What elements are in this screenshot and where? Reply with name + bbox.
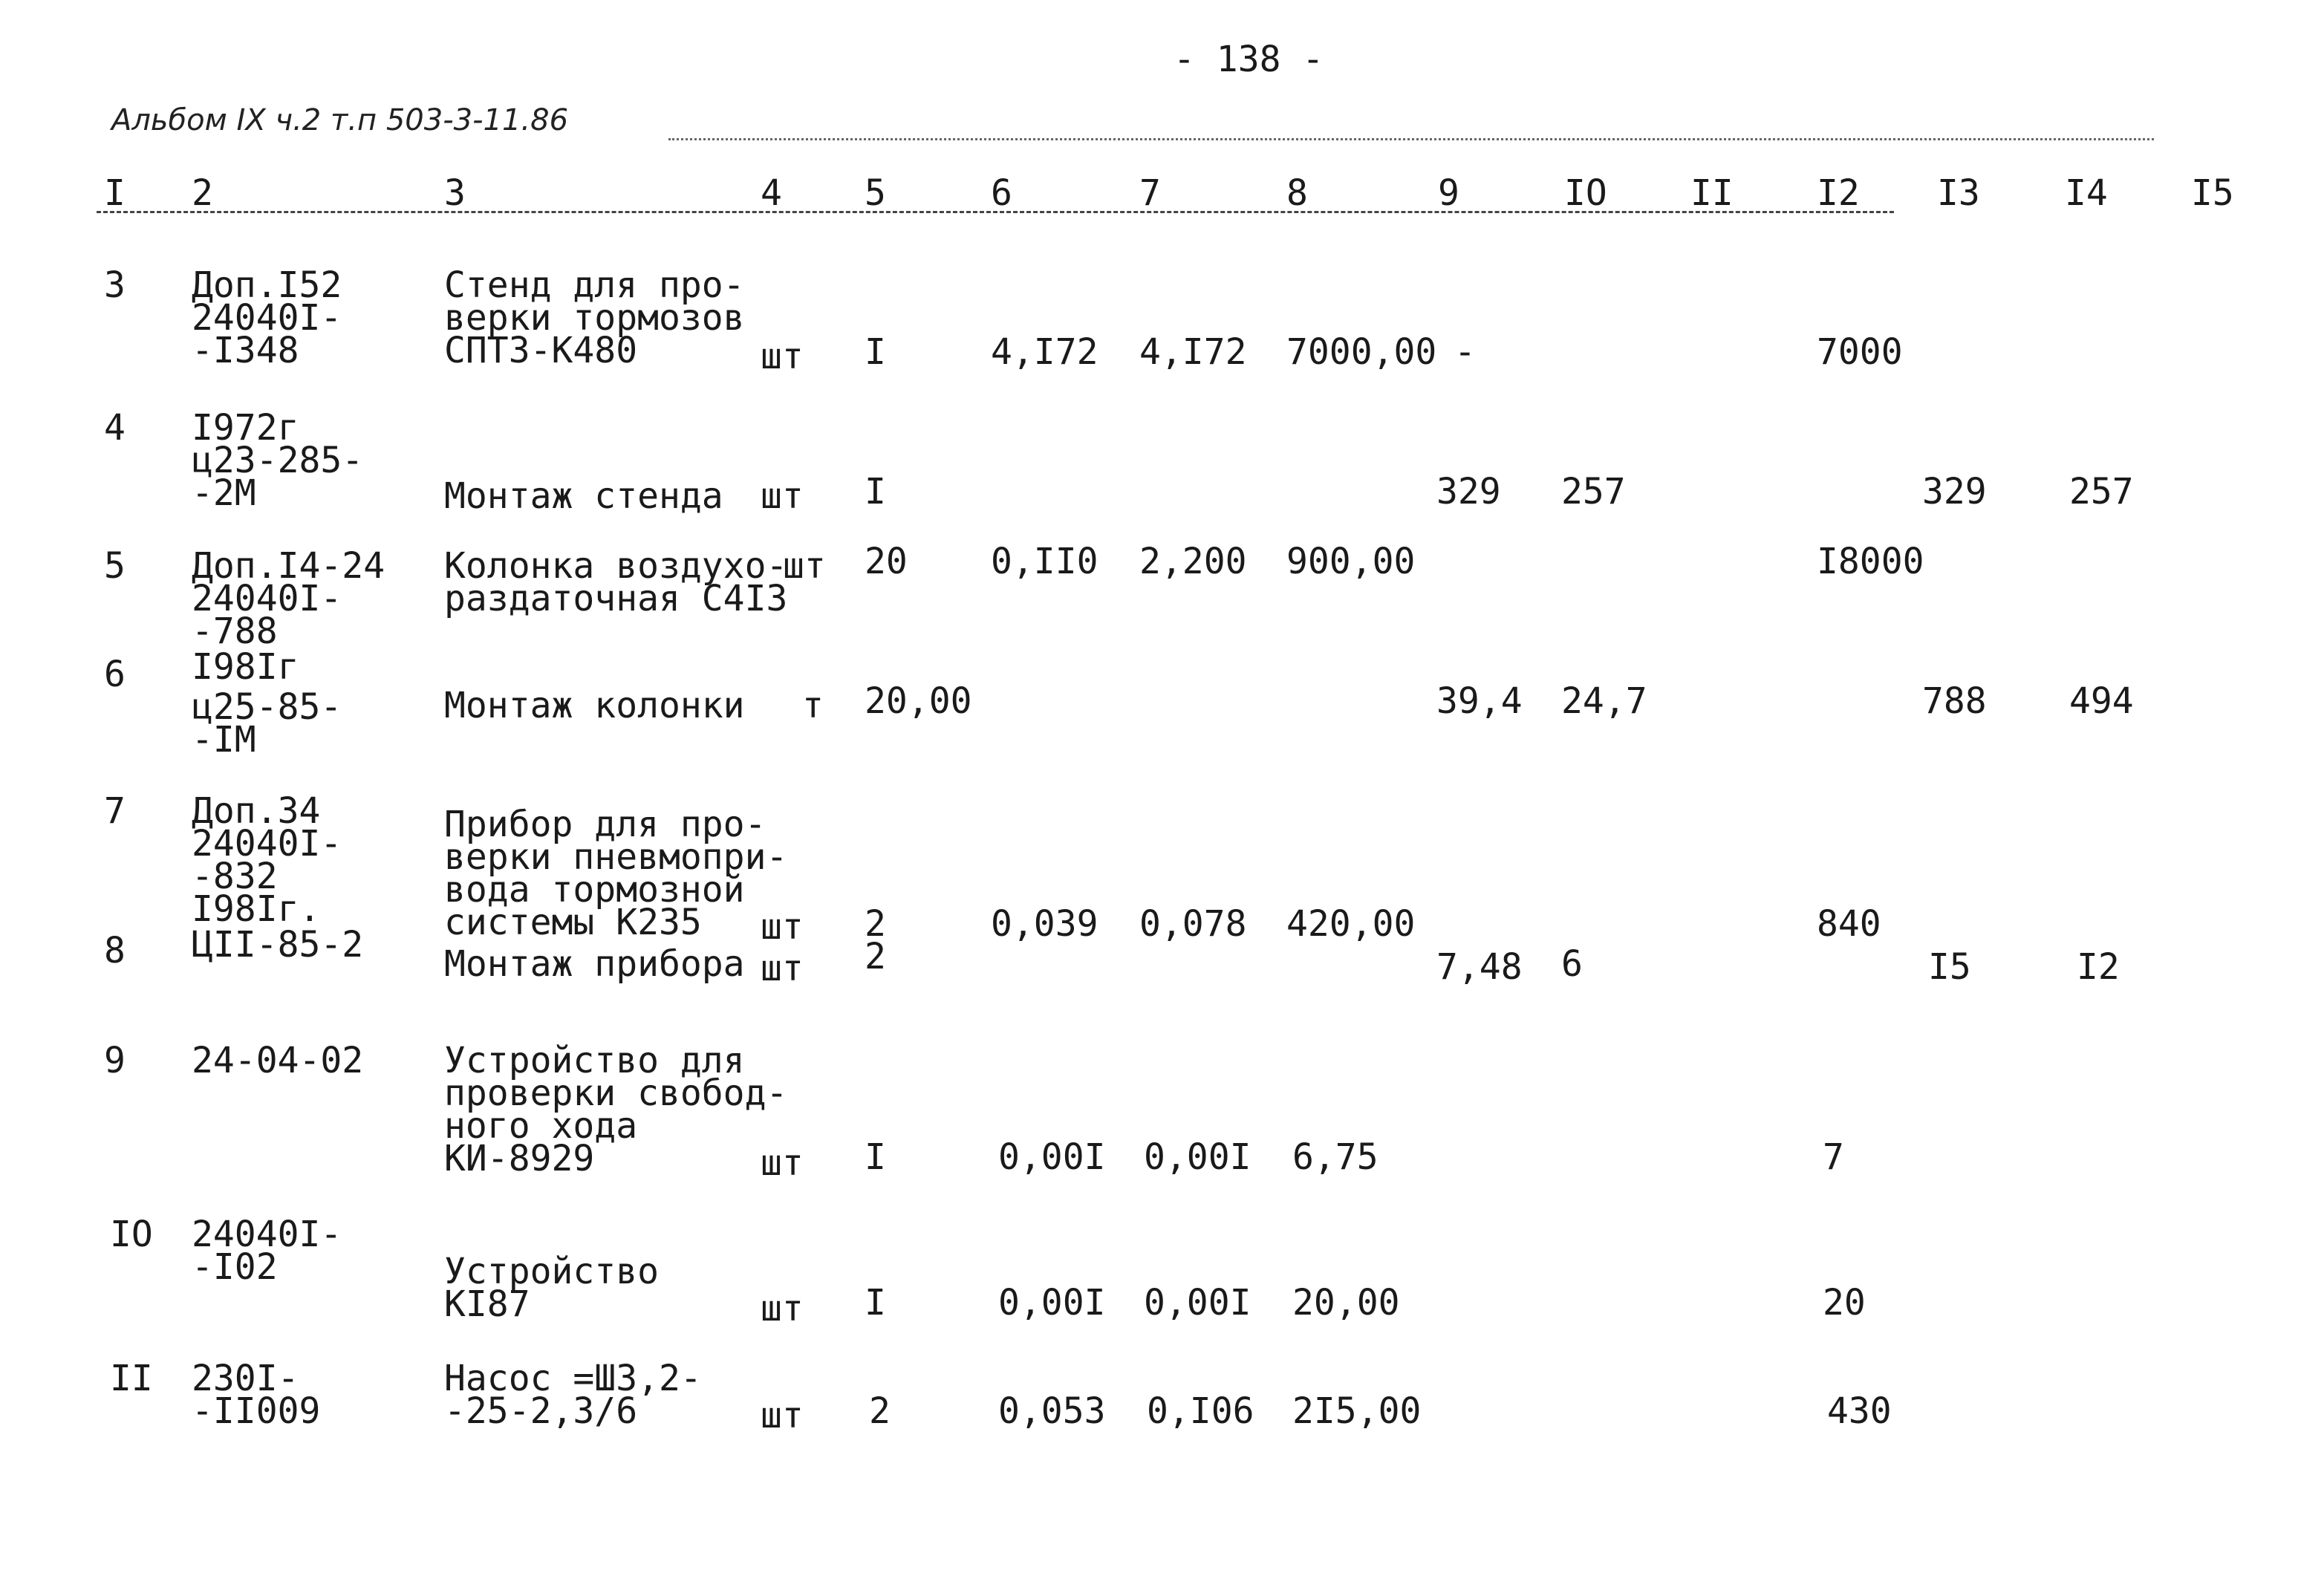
- row-name-line: Монтаж колонки: [444, 685, 745, 726]
- row-col-13: 788: [1922, 680, 1987, 722]
- row-col-6: 0,00I: [998, 1282, 1106, 1324]
- col-header-13: I3: [1937, 172, 1980, 214]
- row-col-12: 430: [1827, 1390, 1892, 1432]
- row-unit: шт: [761, 1142, 804, 1184]
- row-code-line: Доп.34: [192, 790, 321, 832]
- row-code-line: I972г: [192, 407, 299, 449]
- row-number: 9: [104, 1040, 126, 1081]
- row-number: IO: [110, 1214, 153, 1255]
- col-header-15: I5: [2191, 172, 2234, 214]
- row-name-line: системы К235: [444, 902, 702, 943]
- row-col-13: I5: [1928, 946, 1971, 988]
- col-header-8: 8: [1286, 172, 1308, 214]
- row-unit: шт: [761, 336, 804, 377]
- page-number: - 138 -: [1174, 39, 1324, 80]
- row-unit: шт: [761, 1288, 804, 1329]
- row-number: 3: [104, 264, 126, 306]
- row-name-line: Прибор для про-: [444, 804, 766, 845]
- row-name-line: раздаточная С4I3: [444, 578, 788, 619]
- row-col-10: 257: [1561, 471, 1626, 512]
- row-col-14: 494: [2069, 680, 2134, 722]
- row-code-line: -832: [192, 856, 278, 897]
- row-col-10: 6: [1561, 943, 1583, 985]
- row-qty: 20,00: [865, 680, 972, 722]
- row-code-line: ц25-85-: [192, 686, 342, 728]
- row-col-7: 2,200: [1139, 541, 1247, 582]
- row-col-13: 329: [1922, 471, 1987, 512]
- col-header-4: 4: [761, 172, 782, 214]
- row-col-8: 900,00: [1286, 541, 1416, 582]
- row-number: II: [110, 1358, 153, 1399]
- row-name-line: проверки свобод-: [444, 1072, 788, 1114]
- col-header-6: 6: [991, 172, 1012, 214]
- row-qty: 2: [865, 936, 886, 977]
- row-name-line: Монтаж прибора: [444, 943, 745, 985]
- row-name-line: Устройство для: [444, 1040, 745, 1081]
- row-col-7: 0,00I: [1144, 1136, 1251, 1178]
- col-header-3: 3: [444, 172, 466, 214]
- album-note: Альбом IX ч.2 т.п 503-3-11.86: [111, 103, 569, 137]
- row-code-line: 24040I-: [192, 297, 342, 339]
- row-col-7: 0,I06: [1147, 1390, 1254, 1432]
- col-header-12: I2: [1817, 172, 1860, 214]
- row-qty: 20: [865, 541, 908, 582]
- col-header-2: 2: [192, 172, 213, 214]
- row-col-12: 20: [1823, 1282, 1866, 1324]
- row-code-line: -2М: [192, 472, 256, 514]
- row-name-line: верки пневмопри-: [444, 836, 788, 878]
- row-col-6: 0,053: [998, 1390, 1106, 1432]
- col-header-1: I: [104, 172, 126, 214]
- row-col-12: 840: [1817, 903, 1881, 945]
- row-qty: 2: [865, 903, 886, 945]
- row-code-line: -I02: [192, 1246, 278, 1288]
- col-header-14: I4: [2065, 172, 2108, 214]
- row-code-line: ц23-285-: [192, 440, 364, 481]
- row-name-line: СПТЗ-К480: [444, 330, 638, 371]
- row-number: 8: [104, 930, 126, 971]
- row-name-line: Насос =Ш3,2-: [444, 1358, 702, 1399]
- row-unit: шт: [761, 475, 804, 517]
- row-col-14: 257: [2069, 471, 2134, 512]
- row-col-9: 39,4: [1436, 680, 1523, 722]
- row-col-9: -: [1454, 331, 1476, 373]
- col-header-5: 5: [865, 172, 886, 214]
- row-col-14: I2: [2077, 946, 2120, 988]
- row-name-line: Колонка воздухо-: [444, 545, 788, 587]
- row-code-line: -II009: [192, 1390, 321, 1432]
- row-code-line: -I348: [192, 330, 299, 371]
- col-header-11: II: [1690, 172, 1734, 214]
- row-col-8: 7000,00: [1286, 331, 1437, 373]
- row-unit: шт: [761, 948, 804, 989]
- row-col-6: 0,00I: [998, 1136, 1106, 1178]
- row-name-line: Монтаж стенда: [444, 475, 723, 517]
- row-col-6: 0,II0: [991, 541, 1098, 582]
- row-unit: шт: [761, 906, 804, 948]
- row-code-line: I98Iг: [192, 646, 299, 688]
- row-col-9: 329: [1436, 471, 1501, 512]
- row-name-line: -25-2,3/6: [444, 1390, 638, 1432]
- row-col-7: 4,I72: [1139, 331, 1247, 373]
- row-col-7: 0,078: [1139, 903, 1247, 945]
- row-number: 4: [104, 407, 126, 449]
- row-number: 5: [104, 545, 126, 587]
- row-unit: шт: [783, 545, 826, 587]
- row-code-line: ЦII-85-2: [192, 924, 364, 966]
- row-name-line: КI87: [444, 1283, 530, 1325]
- row-col-9: 7,48: [1436, 946, 1523, 988]
- row-col-8: 20,00: [1292, 1282, 1400, 1324]
- row-col-7: 0,00I: [1144, 1282, 1251, 1324]
- row-number: 7: [104, 790, 126, 832]
- row-name-line: верки тормозов: [444, 297, 745, 339]
- row-name-line: КИ-8929: [444, 1138, 595, 1179]
- header-rule: [97, 211, 1894, 213]
- row-col-8: 2I5,00: [1292, 1390, 1422, 1432]
- row-code-line: -788: [192, 611, 278, 652]
- row-code-line: 24-04-02: [192, 1040, 364, 1081]
- row-col-12: 7: [1823, 1136, 1844, 1178]
- col-header-7: 7: [1139, 172, 1161, 214]
- row-code-line: 24040I-: [192, 1214, 342, 1255]
- row-col-6: 4,I72: [991, 331, 1098, 373]
- col-header-10: IO: [1564, 172, 1607, 214]
- row-col-8: 420,00: [1286, 903, 1416, 945]
- row-unit: т: [802, 685, 824, 726]
- row-col-12: 7000: [1817, 331, 1903, 373]
- row-code-line: 230I-: [192, 1358, 299, 1399]
- row-qty: I: [865, 471, 886, 512]
- row-col-6: 0,039: [991, 903, 1098, 945]
- row-number: 6: [104, 654, 126, 695]
- row-code-line: Доп.I4-24: [192, 545, 385, 587]
- row-code-line: -IМ: [192, 719, 256, 761]
- row-qty: 2: [869, 1390, 891, 1432]
- row-code-line: 24040I-: [192, 578, 342, 619]
- row-qty: I: [865, 331, 886, 373]
- row-col-8: 6,75: [1292, 1136, 1379, 1178]
- row-code-line: I98Iг.: [192, 888, 321, 930]
- row-unit: шт: [761, 1395, 804, 1436]
- row-name-line: вода тормозной: [444, 869, 745, 911]
- row-name-line: Устройство: [444, 1251, 659, 1292]
- row-qty: I: [865, 1282, 886, 1324]
- album-underline: [668, 138, 2154, 140]
- row-col-12: I8000: [1817, 541, 1924, 582]
- row-col-10: 24,7: [1561, 680, 1647, 722]
- row-name-line: ного хода: [444, 1105, 638, 1147]
- row-code-line: Доп.I52: [192, 264, 342, 306]
- row-code-line: 24040I-: [192, 823, 342, 865]
- row-qty: I: [865, 1136, 886, 1178]
- row-name-line: Стенд для про-: [444, 264, 745, 306]
- col-header-9: 9: [1438, 172, 1459, 214]
